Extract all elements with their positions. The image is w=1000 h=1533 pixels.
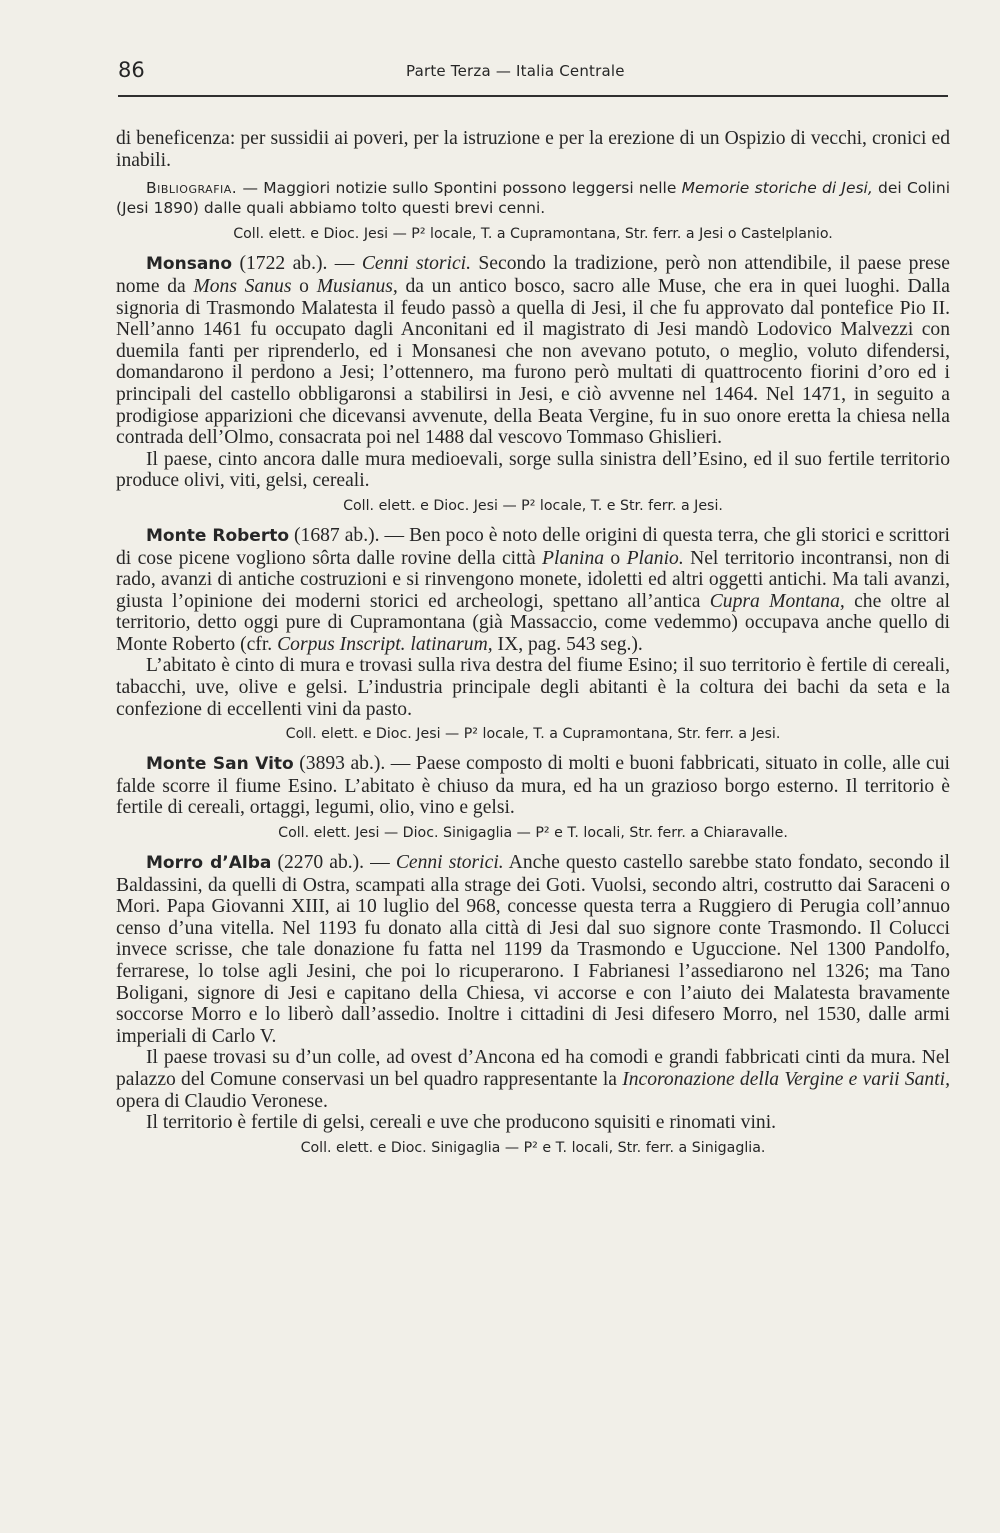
page-number: 86 xyxy=(118,58,145,82)
intro-paragraph: di beneficenza: per sussidii ai poveri, per la istruzione e per la erezione di un Ospizio di vecchi, cronici ed inabili. xyxy=(116,128,950,171)
entry-title: Monsano xyxy=(146,254,233,275)
entry-title: Monte San Vito xyxy=(146,754,294,775)
collegio-note: Coll. elett. e Dioc. Sinigaglia — P² e T. locali, Str. ferr. a Sinigaglia. xyxy=(300,1139,766,1156)
header-rule xyxy=(118,95,948,97)
monsano-paragraph-2: Il paese, cinto ancora dalle mura medioevali, sorge sulla sinistra dell’Esino, ed il suo fertile territorio produce olivi, viti, gelsi, cereali. xyxy=(116,448,950,492)
entry-title: Monte Roberto xyxy=(146,525,290,546)
running-title: Parte Terza — Italia Centrale xyxy=(406,62,625,80)
monte-roberto-paragraph-2: L’abitato è cinto di mura e trovasi sulla riva destra del fiume Esino; il suo territorio è fertile di cereali, tabacchi, uve, olive e gelsi. L’industria principale degli abitanti è la coltura dei bachi da seta e la confezione di eccellenti vini da pasto. xyxy=(116,655,950,720)
entry-monte-san-vito: Monte San Vito (3893 ab.). — Paese composto di molti e buoni fabbricati, situato in colle, alle cui falde scorre il fiume Esino. L’abitato è chiuso da mura, ed ha un grazioso borgo esterno. Il territorio è fertile di cereali, ortaggi, legumi, olio, vino e gelsi. xyxy=(116,753,950,819)
entry-monsano: Monsano (1722 ab.). — Cenni storici. Secondo la tradizione, però non attendibile, il paese prese nome da Mons Sanus o Musianus, da un antico bosco, sacro alle Muse, che era in quei luoghi. Dalla signoria di Trasmondo Malatesta il feudo passò a quella di Jesi, il che fu approvato dal pontefice Pio II. Nell’anno 1461 fu occupato dagli Anconitani ed il magistrato di Jesi mandò Lodovico Malvezzi con duemila fanti per riprenderlo, ed i Monsanesi che non avevano potuto, o meglio, voluto difendersi, domandarono il perdono a Jesi; l’ottennero, ma furono però multati di quattrocento fiorini d’oro ed i principali del castello obbligaronsi a stabilirsi in Jesi, e ciò avvenne nel 1464. Nel 1471, in seguito a prodigiose apparizioni che dicevansi avvenute, della Beata Vergine, fu in suo onore eretta la chiesa nella contrada dell’Olmo, consacrata poi nel 1488 dal vescovo Tommaso Ghislieri. xyxy=(116,253,951,449)
collegio-note: Coll. elett. Jesi — Dioc. Sinigaglia — P² e T. locali, Str. ferr. a Chiaravalle. xyxy=(278,825,788,842)
collegio-note: Coll. elett. e Dioc. Jesi — P² locale, T. e Str. ferr. a Jesi. xyxy=(343,497,723,514)
page-body xyxy=(116,128,950,1167)
entry-morro-dalba: Morro d’Alba (2270 ab.). — Cenni storici. Anche questo castello sarebbe stato fondato, secondo il Baldassini, da quelli di Ostra, scampati alla strage dei Goti. Vuolsi, secondo altri, costrutto dai Saraceni o Mori. Papa Giovanni XIII, ai 10 luglio del 968, concesse questa terra a Ruggiero di Perugia coll’annuo censo d’una vitella. Nel 1193 fu donato alla città di Jesi dal suo signore conte Trasmondo. Il Colucci invece scrisse, che tale donazione fu fatta nel 1199 da Trasmondo e Uguccione. Nel 1300 Pandolfo, ferrarese, lo tolse agli Jesini, che poi lo ricuperarono. I Fabrianesi l’assediarono nel 1326; ma Tano Boligani, signore di Jesi e capitano della Chiesa, vi accorse e con l’aiuto dei Malatesta bravamente soccorse Morro e lo liberò dall’assedio. Inoltre i cittadini di Jesi difesero Morro, nel 1530, dalle armi imperiali di Carlo V. xyxy=(116,852,950,1047)
collegio-note: Coll. elett. e Dioc. Jesi — P² locale, T. a Cupramontana, Str. ferr. a Jesi. xyxy=(285,726,781,743)
morro-dalba-paragraph-3: Il territorio è fertile di gelsi, cereali e uve che producono squisiti e rinomati vini. xyxy=(146,1112,777,1134)
page-header xyxy=(118,52,948,92)
bibliography-label: Bibliografia. xyxy=(146,179,238,198)
entry-title: Morro d’Alba xyxy=(146,853,272,874)
collegio-note: Coll. elett. e Dioc. Jesi — P² locale, T. a Cupramontana, Str. ferr. a Jesi o Castelplanio. xyxy=(233,226,833,243)
entry-monte-roberto: Monte Roberto (1687 ab.). — Ben poco è noto delle origini di questa terra, che gli storici e scrittori di cose picene vogliono sôrta dalle rovine della città Planina o Planio. Nel territorio incontransi, non di rado, avanzi di antiche costruzioni e si rinvengono monete, idoletti ed altri oggetti antichi. Ma tali avanzi, giusta l’opinione dei moderni storici ed archeologi, spettano all’antica Cupra Montana, che oltre al territorio, detto oggi pure di Cupramontana (già Massaccio, come vedemmo) occupava anche quello di Monte Roberto (cfr. Corpus Inscript. latinarum, IX, pag. 543 seg.). xyxy=(116,524,951,655)
morro-dalba-paragraph-2: Il paese trovasi su d’un colle, ad ovest d’Ancona ed ha comodi e grandi fabbricati cinti da mura. Nel palazzo del Comune conservasi un bel quadro rappresentante la Incoronazione della Vergine e varii Santi, opera di Claudio Veronese. xyxy=(116,1047,950,1112)
bibliography-note: Bibliografia. — Maggiori notizie sullo Spontini possono leggersi nelle Memorie storiche di Jesi, dei Colini (Jesi 1890) dalle quali abbiamo tolto questi brevi cenni. xyxy=(116,179,950,217)
